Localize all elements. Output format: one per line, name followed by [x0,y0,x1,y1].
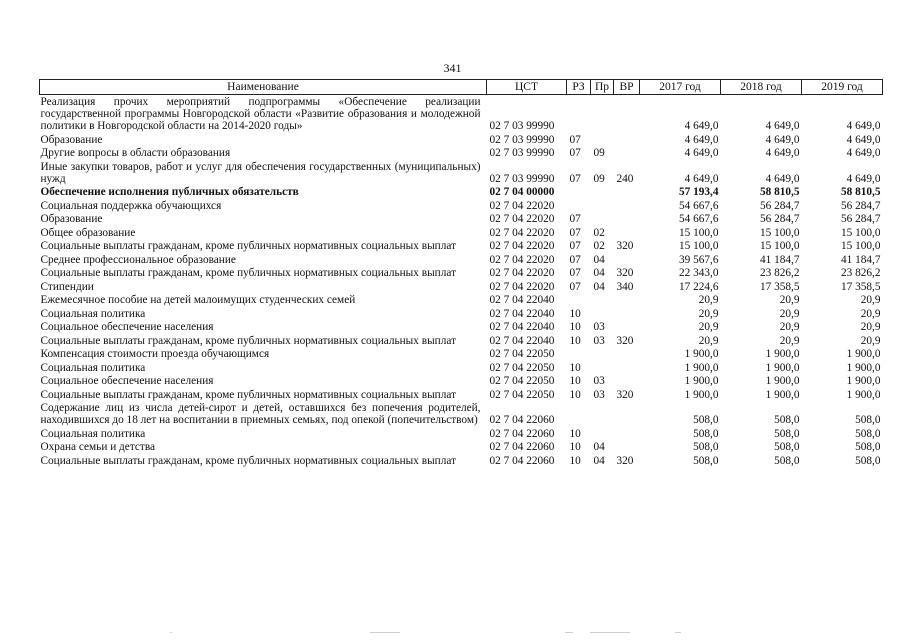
cell-pr [591,427,614,440]
table-row [40,147,883,160]
header-vr: ВР [614,80,640,95]
cell-rz: 10 [569,334,581,347]
table-row [40,375,883,388]
cell-2019: 20,9 [860,307,881,320]
cell-vr [614,375,640,388]
cell-cst: 02 7 04 22040 [489,334,555,347]
cell-cst: 02 7 03 99990 [489,120,555,133]
cell-name: Среднее профессиональное образование [40,253,236,266]
bottom-scan-marks [170,632,730,634]
table-row [40,441,883,454]
cell-name: Компенсация стоимости проезда обучающимся [40,348,270,361]
cell-pr [591,199,614,212]
cell-rz: 07 [569,213,581,226]
cell-2019: 58 810,5 [840,186,881,199]
cell-2017: 1 900,0 [684,361,719,374]
cell-rz [567,294,591,307]
table-row [40,160,883,186]
cell-2019: 508,0 [855,454,881,467]
cell-2017: 508,0 [693,441,719,454]
table-row [40,133,883,146]
cell-2019: 4 649,0 [846,120,881,133]
table-row [40,213,883,226]
cell-rz: 07 [569,267,581,280]
cell-2019: 4 649,0 [846,172,881,185]
table-row [40,280,883,293]
cell-2017: 57 193,4 [678,186,719,199]
cell-name: Образование [40,213,103,226]
cell-2019: 15 100,0 [840,240,881,253]
cell-cst: 02 7 04 22020 [489,267,555,280]
cell-rz [567,199,591,212]
table-header [40,80,883,95]
cell-2017: 20,9 [698,321,719,334]
cell-2018: 23 826,2 [759,267,800,280]
cell-2018: 56 284,7 [759,213,800,226]
cell-2019: 56 284,7 [840,199,881,212]
header-row [40,80,883,95]
cell-2019: 508,0 [855,441,881,454]
cell-cst: 02 7 04 22020 [489,226,555,239]
cell-2017: 39 567,6 [678,253,719,266]
cell-pr: 09 [593,147,605,160]
cell-2019: 41 184,7 [840,253,881,266]
cell-cst: 02 7 04 22020 [489,213,555,226]
header-pr: Пр [591,80,614,95]
cell-vr [614,95,640,134]
cell-vr [614,294,640,307]
cell-cst: 02 7 04 22020 [489,199,555,212]
cell-2017: 1 900,0 [684,348,719,361]
cell-cst: 02 7 04 22050 [489,348,555,361]
cell-pr: 02 [593,240,605,253]
cell-vr: 320 [616,334,634,347]
table-row [40,402,883,428]
cell-name: Содержание лиц из числа детей-сирот и детей, оставшихся без попечения родителей, находившихся до 18 лет на воспитании в приемных семьях, под опекой (попечительством) [40,402,481,427]
cell-name: Социальные выплаты гражданам, кроме публичных нормативных социальных выплат [40,267,457,280]
cell-vr [614,441,640,454]
cell-2017: 20,9 [698,307,719,320]
cell-2017: 4 649,0 [684,120,719,133]
cell-2019: 23 826,2 [840,267,881,280]
cell-vr: 320 [616,388,634,401]
cell-rz: 07 [569,133,581,146]
cell-name: Социальные выплаты гражданам, кроме публичных нормативных социальных выплат [40,240,457,253]
cell-cst: 02 7 04 22020 [489,240,555,253]
table-body [40,95,883,468]
cell-vr: 320 [616,454,634,467]
header-cst: ЦСТ [487,80,567,95]
cell-2018: 1 900,0 [765,361,800,374]
cell-2019: 15 100,0 [840,226,881,239]
cell-vr [614,402,640,428]
cell-pr: 03 [593,375,605,388]
cell-2018: 20,9 [779,334,800,347]
cell-rz [567,402,591,428]
cell-vr [614,213,640,226]
cell-2018: 1 900,0 [765,348,800,361]
cell-pr [591,348,614,361]
cell-2018: 15 100,0 [759,226,800,239]
cell-pr: 04 [593,253,605,266]
cell-pr [591,213,614,226]
cell-pr [591,133,614,146]
cell-pr: 04 [593,280,605,293]
table-row [40,199,883,212]
cell-2017: 17 224,6 [678,280,719,293]
table-row [40,348,883,361]
table-row [40,253,883,266]
cell-name: Иные закупки товаров, работ и услуг для обеспечения государственных (муниципальных) нужд [40,160,481,185]
cell-2018: 15 100,0 [759,240,800,253]
header-name: Наименование [40,80,487,95]
cell-cst: 02 7 04 22060 [489,441,555,454]
table-row [40,226,883,239]
cell-2019: 1 900,0 [846,361,881,374]
cell-2018: 508,0 [774,454,800,467]
cell-cst: 02 7 04 22060 [489,414,555,427]
cell-rz [567,95,591,134]
cell-rz [567,348,591,361]
cell-rz: 07 [569,240,581,253]
cell-2019: 17 358,5 [840,280,881,293]
cell-2018: 508,0 [774,427,800,440]
cell-name: Другие вопросы в области образования [40,147,231,160]
cell-cst: 02 7 03 99990 [489,133,555,146]
cell-vr [614,226,640,239]
cell-pr [591,307,614,320]
cell-2018: 20,9 [779,307,800,320]
cell-pr: 03 [593,321,605,334]
cell-cst: 02 7 04 22020 [489,280,555,293]
cell-rz: 10 [569,427,581,440]
cell-cst: 02 7 04 22050 [489,375,555,388]
cell-2019: 4 649,0 [846,133,881,146]
cell-pr: 04 [593,267,605,280]
cell-2019: 20,9 [860,321,881,334]
cell-cst: 02 7 04 22040 [489,321,555,334]
table-row [40,95,883,134]
cell-vr [614,199,640,212]
header-rz: РЗ [567,80,591,95]
cell-2017: 54 667,6 [678,199,719,212]
cell-2018: 41 184,7 [759,253,800,266]
table-row [40,186,883,199]
cell-vr: 320 [616,267,634,280]
cell-rz: 10 [569,375,581,388]
cell-vr [614,147,640,160]
cell-vr [614,348,640,361]
cell-cst: 02 7 04 22050 [489,361,555,374]
cell-2017: 20,9 [698,334,719,347]
cell-2018: 4 649,0 [765,120,800,133]
cell-name: Социальные выплаты гражданам, кроме публичных нормативных социальных выплат [40,388,457,401]
cell-name: Социальная поддержка обучающихся [40,199,222,212]
cell-pr [591,95,614,134]
cell-cst: 02 7 04 22050 [489,388,555,401]
cell-cst: 02 7 04 22040 [489,294,555,307]
cell-name: Стипендии [40,280,94,293]
cell-name: Социальные выплаты гражданам, кроме публичных нормативных социальных выплат [40,334,457,347]
cell-vr [614,321,640,334]
table-row [40,240,883,253]
cell-2017: 4 649,0 [684,147,719,160]
cell-cst: 02 7 04 22020 [489,253,555,266]
table-row [40,321,883,334]
cell-pr [591,294,614,307]
table-row [40,388,883,401]
cell-2018: 20,9 [779,294,800,307]
cell-pr: 02 [593,226,605,239]
cell-vr: 320 [616,240,634,253]
cell-pr [591,402,614,428]
cell-2018: 508,0 [774,414,800,427]
header-2017: 2017 год [640,80,721,95]
cell-2017: 20,9 [698,294,719,307]
cell-cst: 02 7 04 22040 [489,307,555,320]
page-number: 341 [443,61,462,75]
cell-2017: 15 100,0 [678,240,719,253]
cell-2017: 1 900,0 [684,375,719,388]
cell-rz: 10 [569,388,581,401]
table-row [40,361,883,374]
cell-rz: 07 [569,226,581,239]
cell-vr: 340 [616,280,634,293]
cell-rz: 10 [569,454,581,467]
cell-2017: 15 100,0 [678,226,719,239]
cell-2019: 56 284,7 [840,213,881,226]
cell-2017: 508,0 [693,454,719,467]
cell-name: Охрана семьи и детства [40,441,156,454]
cell-name: Социальная политика [40,427,146,440]
cell-cst: 02 7 03 99990 [489,147,555,160]
cell-2018: 56 284,7 [759,199,800,212]
cell-2018: 20,9 [779,321,800,334]
cell-pr [591,361,614,374]
cell-vr [614,133,640,146]
cell-pr: 04 [593,454,605,467]
cell-rz: 07 [569,253,581,266]
cell-vr [614,253,640,266]
cell-2019: 1 900,0 [846,348,881,361]
cell-pr: 04 [593,441,605,454]
cell-2018: 508,0 [774,441,800,454]
cell-2017: 22 343,0 [678,267,719,280]
header-2018: 2018 год [721,80,802,95]
cell-name: Реализация прочих мероприятий подпрограммы «Обеспечение реализации государственной программы Новгородской области «Развитие образования и молодежной политики в Новгородской области на 2014-2020 годы» [40,95,481,133]
cell-2019: 508,0 [855,414,881,427]
cell-2017: 4 649,0 [684,172,719,185]
cell-2017: 1 900,0 [684,388,719,401]
cell-cst: 02 7 04 00000 [489,186,555,199]
header-2019: 2019 год [802,80,883,95]
cell-rz [567,186,591,199]
cell-name: Социальные выплаты гражданам, кроме публичных нормативных социальных выплат [40,454,457,467]
cell-2019: 4 649,0 [846,147,881,160]
table-row [40,307,883,320]
cell-name: Ежемесячное пособие на детей малоимущих студенческих семей [40,294,356,307]
cell-name: Социальное обеспечение населения [40,321,214,334]
cell-2017: 54 667,6 [678,213,719,226]
cell-rz: 10 [569,307,581,320]
table-row [40,267,883,280]
cell-2018: 4 649,0 [765,133,800,146]
cell-name: Социальное обеспечение населения [40,375,214,388]
cell-2019: 1 900,0 [846,388,881,401]
cell-2018: 1 900,0 [765,388,800,401]
cell-2019: 20,9 [860,294,881,307]
budget-table [39,79,883,468]
cell-name: Социальная политика [40,307,146,320]
table-row [40,454,883,467]
cell-2017: 508,0 [693,414,719,427]
cell-pr: 03 [593,334,605,347]
cell-vr [614,186,640,199]
cell-2019: 1 900,0 [846,375,881,388]
cell-rz: 10 [569,361,581,374]
cell-rz: 07 [569,280,581,293]
cell-rz: 07 [569,172,581,185]
cell-rz: 07 [569,147,581,160]
cell-pr [591,186,614,199]
cell-cst: 02 7 04 22060 [489,454,555,467]
table-row [40,427,883,440]
cell-2018: 4 649,0 [765,172,800,185]
table-row [40,334,883,347]
cell-name: Социальная политика [40,361,146,374]
table-row [40,294,883,307]
cell-name: Общее образование [40,226,136,239]
cell-vr [614,307,640,320]
cell-vr: 240 [616,172,634,185]
cell-vr [614,427,640,440]
cell-2017: 4 649,0 [684,133,719,146]
cell-2018: 1 900,0 [765,375,800,388]
cell-2018: 4 649,0 [765,147,800,160]
cell-rz: 10 [569,441,581,454]
cell-2018: 58 810,5 [759,186,800,199]
cell-pr: 09 [593,172,605,185]
cell-2018: 17 358,5 [759,280,800,293]
cell-cst: 02 7 04 22060 [489,427,555,440]
cell-name: Обеспечение исполнения публичных обязательств [40,186,299,199]
cell-2017: 508,0 [693,427,719,440]
cell-rz: 10 [569,321,581,334]
cell-2019: 20,9 [860,334,881,347]
cell-cst: 02 7 03 99990 [489,172,555,185]
cell-pr: 03 [593,388,605,401]
cell-name: Образование [40,133,103,146]
cell-2019: 508,0 [855,427,881,440]
cell-vr [614,361,640,374]
